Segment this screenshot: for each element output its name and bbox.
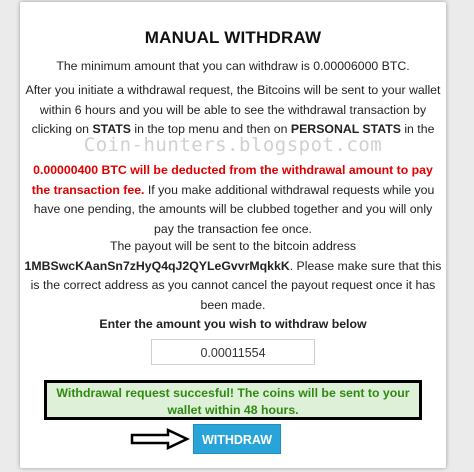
success-alert — [44, 380, 422, 420]
fee-warning: 0.00000400 BTC will be deducted from the withdrawal amount to pay the transaction fee. — [31, 163, 433, 197]
arrow-right-icon — [130, 428, 190, 450]
payout-prefix: The payout will be sent to the bitcoin address — [109, 239, 357, 253]
amount-prompt: Enter the amount you wish to withdraw below — [99, 317, 367, 331]
stats-link-text: STATS — [92, 122, 131, 136]
watermark: Coin-hunters.blogspot.com — [83, 134, 383, 156]
payout-suffix: . Please make sure that this is the correct address as you cannot cancel the payout request once it has been made. — [30, 258, 442, 312]
withdraw-info-text — [24, 81, 442, 140]
fee-rest: If you make additional withdrawal requests while you have one pending, the amounts will be clubbed together and you will only pay the transaction fee once. — [33, 182, 435, 236]
success-message: Withdrawal request succesful! The coins will be sent to your wallet within 48 hours. — [56, 386, 410, 417]
info-line-end: in the — [400, 122, 435, 136]
info-line: After you initiate a withdrawal request, the Bitcoins will be sent to your wallet within 6 hours and you will be able to see the withdrawal transaction by clicking on — [25, 83, 441, 136]
personal-stats-text: PERSONAL STATS — [290, 122, 401, 136]
withdraw-button[interactable]: WITHDRAW — [193, 424, 281, 454]
amount-input[interactable]: 0.00011554 — [151, 339, 315, 365]
payout-text — [24, 237, 442, 315]
minimum-amount-text: The minimum amount that you can withdraw is 0.00006000 BTC. — [56, 59, 410, 73]
fee-text — [24, 161, 442, 239]
page-title: MANUAL WITHDRAW — [144, 28, 322, 47]
bitcoin-address: 1MBSwcKAanSn7zHyQ4qJ2QYLeGvvrMqkkK — [24, 258, 290, 273]
info-line-mid: in the top menu and then on — [130, 122, 291, 136]
withdraw-card — [20, 2, 446, 468]
